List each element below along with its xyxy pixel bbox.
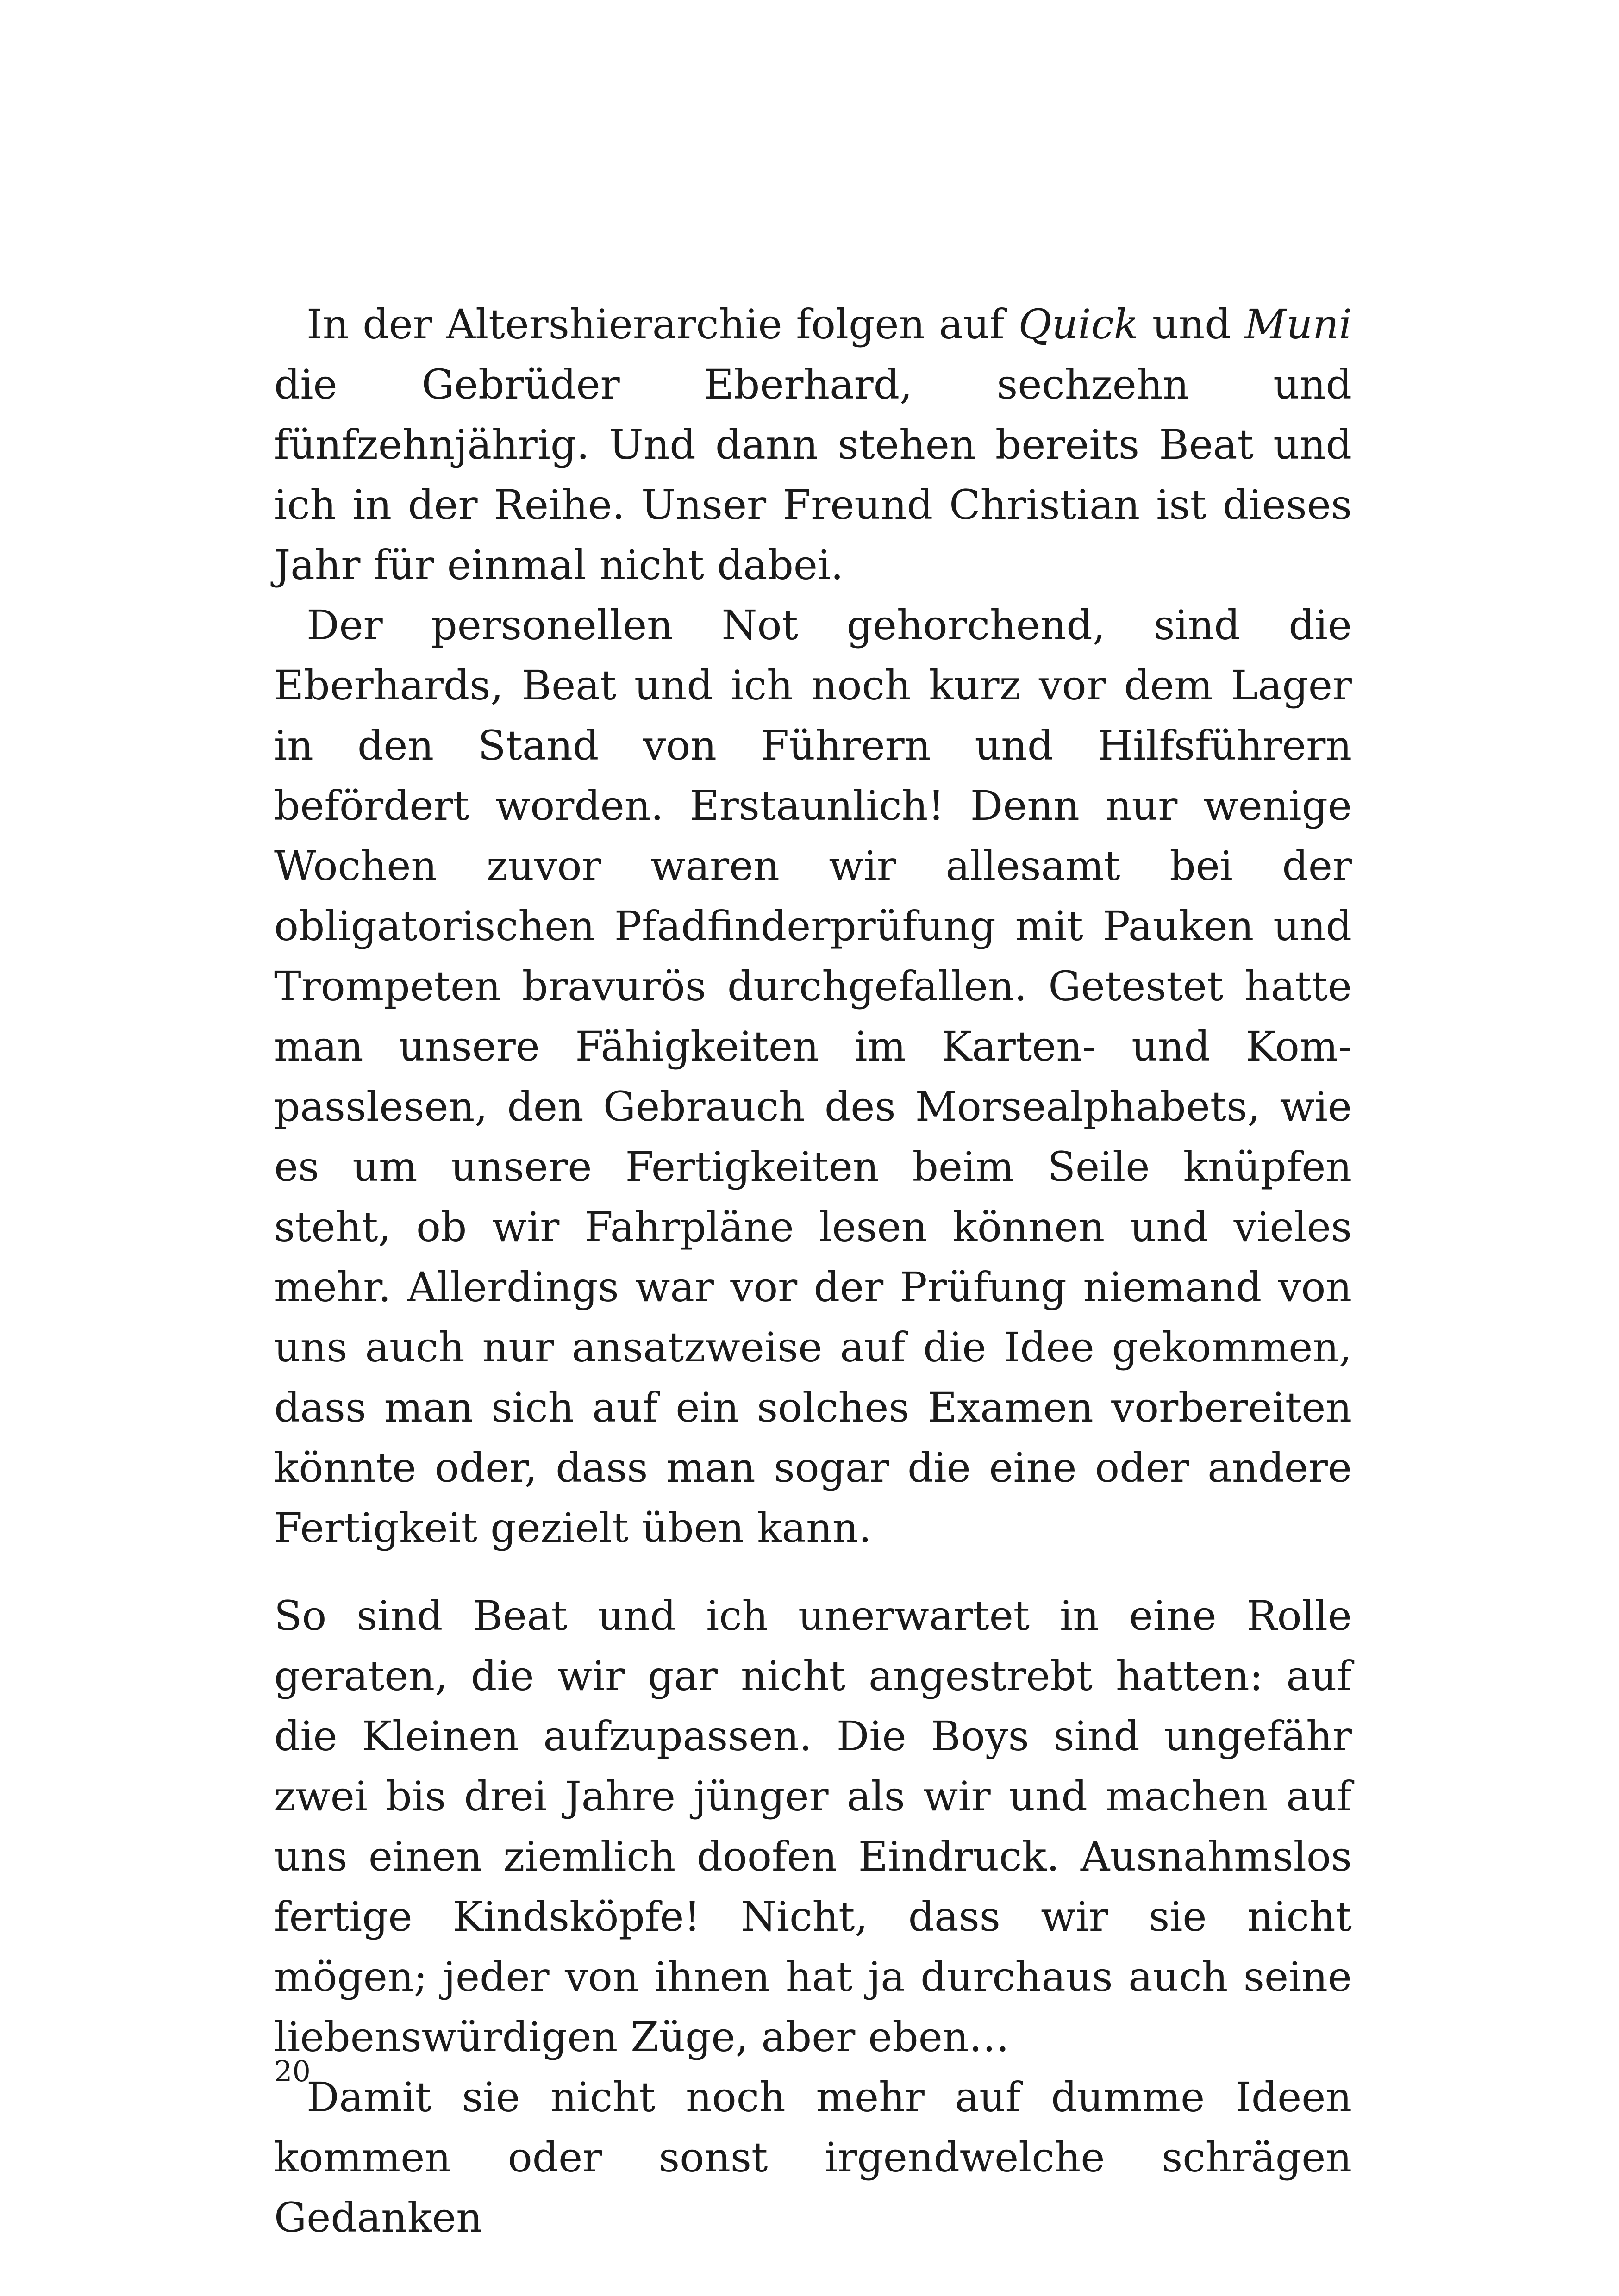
name-quick: Quick (1018, 300, 1139, 348)
paragraph-1-text-and: und (1138, 300, 1245, 348)
paragraph-1-text-end: die Gebrüder Eberhard, sechzehn und fünfzehnjährig. Und dann stehen bereits Beat und ich in der Reihe. Unser Freund Christian ist dieses Jahr für einmal nicht dabei. (274, 361, 1352, 589)
name-muni: Muni (1244, 300, 1352, 348)
paragraph-1 (274, 294, 1352, 595)
body-text (274, 294, 1352, 2248)
paragraph-4: Damit sie nicht noch mehr auf dumme Ideen kommen oder sonst irgendwelche schrägen Gedanken (274, 2073, 1352, 2241)
page-number: 20 (274, 2054, 311, 2088)
paragraph-2: Der personellen Not gehorchend, sind die Eberhards, Beat und ich noch kurz vor dem Lager in den Stand von Führern und Hilfsführern befördert worden. Erstaunlich! Denn nur wenige Wochen zuvor waren wir allesamt bei der obligatorischen Pfadfinderprüfung mit Pauken und Trompeten bravurös durchgefallen. Getestet hatte man unsere Fähigkeiten im Karten- und Kompasslesen, den Gebrauch des Morsealphabets, wie es um unsere Fertigkeiten beim Seile knüpfen steht, ob wir Fahrpläne lesen können und vieles mehr. Allerdings war vor der Prüfung niemand von uns auch nur ansatzweise auf die Idee gekommen, dass man sich auf ein solches Examen vorbereiten könnte oder, dass man sogar die eine oder andere Fertigkeit gezielt üben kann. (274, 601, 1352, 1552)
paragraph-3: So sind Beat und ich unerwartet in eine Rolle geraten, die wir gar nicht angestrebt hatten: auf die Kleinen aufzupassen. Die Boys sind ungefähr zwei bis drei Jahre jünger als wir und machen auf uns einen ziemlich doofen Eindruck. Ausnahmslos fertige Kindsköpfe! Nicht, dass wir sie nicht mögen; jeder von ihnen hat ja durchaus auch seine liebenswürdigen Züge, aber eben… (274, 1592, 1352, 2061)
paragraph-1-text-start: In der Altershierarchie folgen auf (306, 300, 1019, 348)
